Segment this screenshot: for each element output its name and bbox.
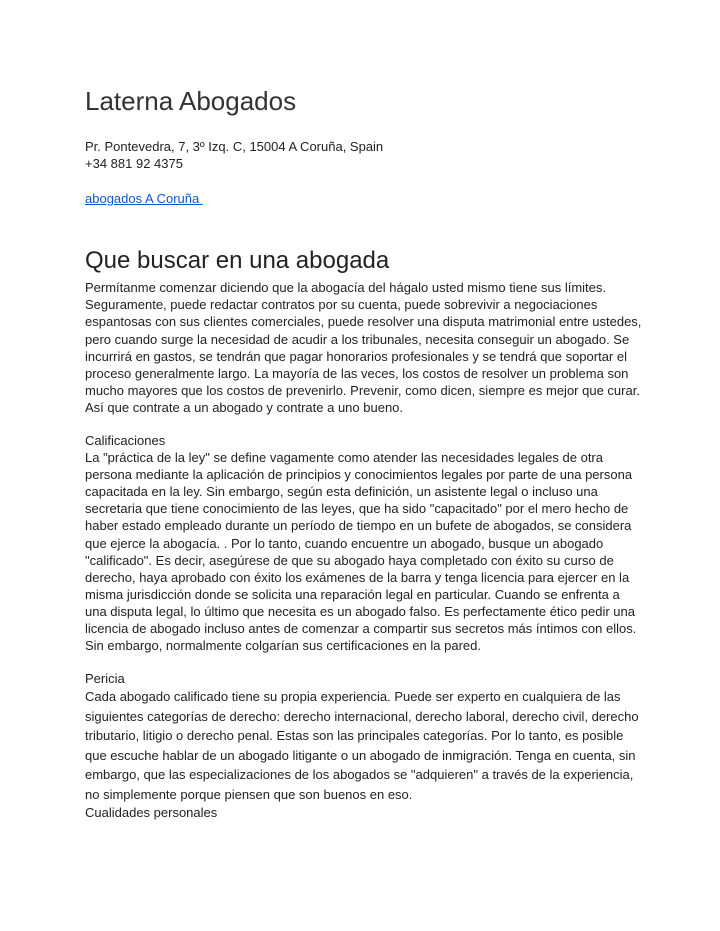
address-line: Pr. Pontevedra, 7, 3º Izq. C, 15004 A Coruña, Spain — [85, 139, 384, 154]
section-heading-cualidades: Cualidades personales — [85, 805, 218, 820]
contact-block — [85, 138, 383, 172]
section-body: La "práctica de la ley" se define vagamente como atender las necesidades legales de otra persona mediante la aplicación de principios y conocimientos legales por parte de una persona capacitada en la ley. Sin embargo, según esta definición, un asistente legal o incluso una secretaria que tiene conocimiento de las leyes, que ha sido "capacitado" por el mero hecho de haber estado empleado durante un período de tiempo en un bufete de abogados, se considera que ejerce la abogacía. . Por lo tanto, cuando encuentre un abogado, busque un abogado "calificado". Es decir, asegúrese de que su abogado haya completado con éxito su curso de derecho, haya aprobado con éxito los exámenes de la barra y tenga licencia para ejercer en la misma jurisdicción donde se solicita una reparación legal en particular. Cuando se enfrenta a una disputa legal, lo último que necesita es un abogado falso. Es perfectamente ético pedir una licencia de abogado incluso antes de comenzar a compartir sus secretos más íntimos con ellos. Sin embargo, normalmente colgarían sus certificaciones en la pared. — [85, 450, 637, 654]
section-body: Cada abogado calificado tiene su propia experiencia. Puede ser experto en cualquiera de las siguientes categorías de derecho: derecho internacional, derecho laboral, derecho civil, derecho tributario, litigio o derecho penal. Estas son las principales categorías. Por lo tanto, es posible que escuche hablar de un abogado litigante o un abogado de inmigración. Tenga en cuenta, sin embargo, que las especializaciones de los abogados se "adquieren" a través de la experiencia, no simplemente porque piensen que son buenos en eso. — [85, 689, 639, 802]
section-heading: Pericia — [85, 671, 125, 686]
website-link[interactable]: abogados A Coruña — [85, 191, 203, 206]
section-heading: Calificaciones — [85, 433, 166, 448]
section-calificaciones — [85, 432, 645, 654]
section-pericia — [85, 670, 645, 821]
article-title: Que buscar en una abogada — [85, 247, 390, 274]
phone-line: +34 881 92 4375 — [85, 156, 183, 171]
intro-text: Permítanme comenzar diciendo que la abogacía del hágalo usted mismo tiene sus límites. Seguramente, puede redactar contratos por su cuenta, puede sobrevivir a negociaciones espantosas con sus clientes comerciales, puede resolver una disputa matrimonial entre ustedes, pero cuando surge la necesidad de acudir a los tribunales, necesita conseguir un abogado. Se incurrirá en gastos, se tendrán que pagar honorarios profesionales y se tendrá que soportar el proceso generalmente largo. La mayoría de las veces, los costos de resolver un problema son mucho mayores que los costos de prevenirlo. Prevenir, como dicen, siempre es mejor que curar. Así que contrate a un abogado y contrate a uno bueno. — [85, 280, 642, 416]
intro-paragraph — [85, 279, 645, 417]
company-name: Laterna Abogados — [85, 86, 297, 116]
